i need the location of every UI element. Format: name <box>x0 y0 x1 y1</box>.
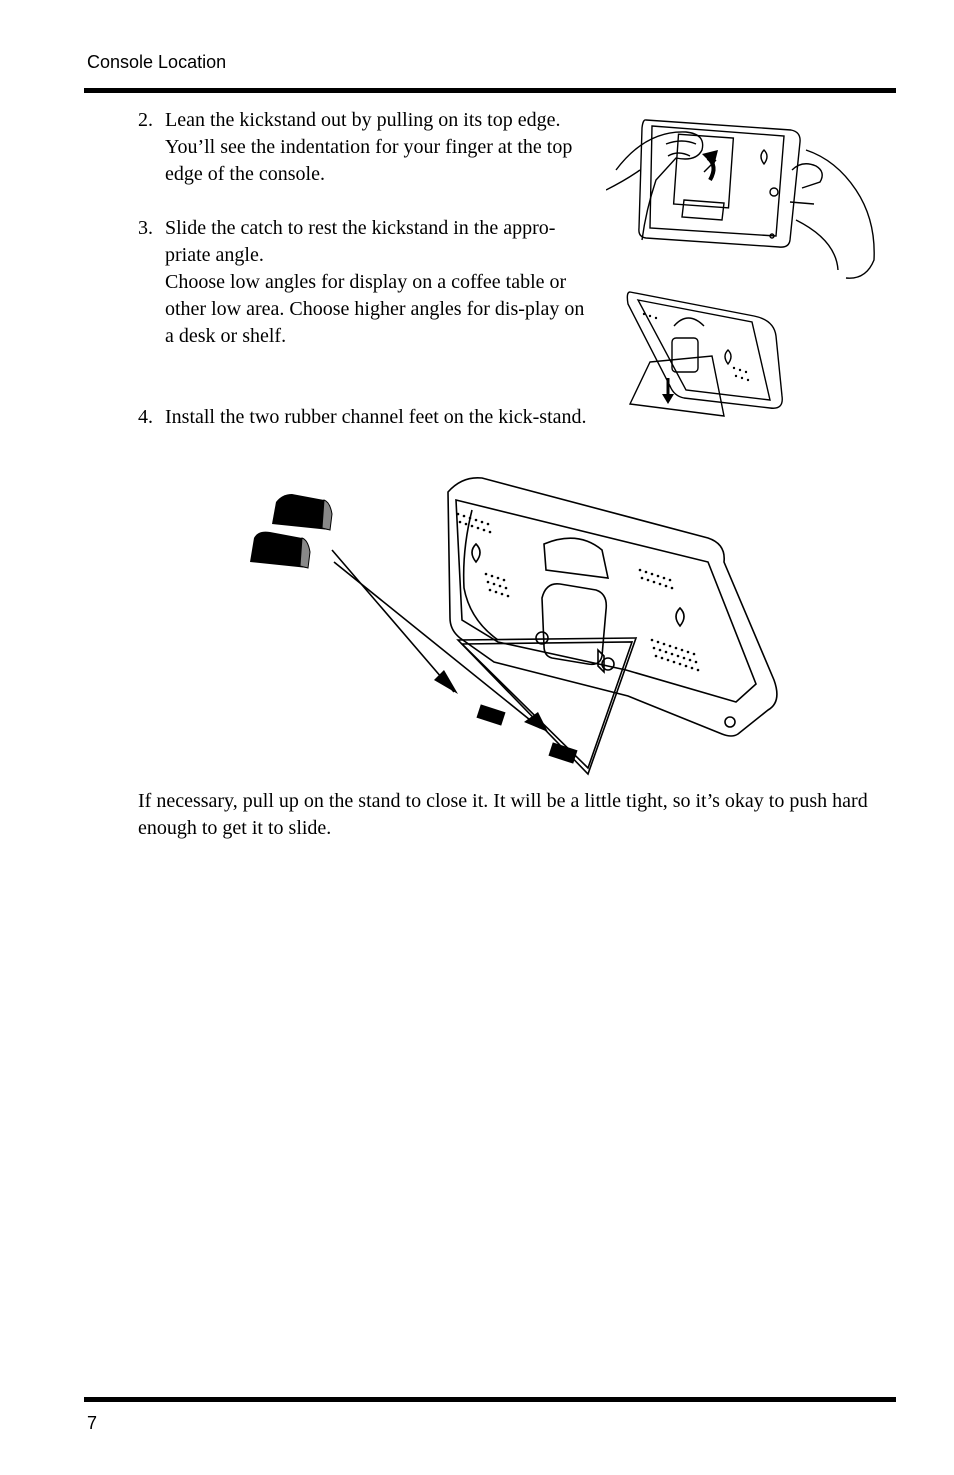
step-2 <box>138 107 588 188</box>
rubber-feet-illustration <box>248 470 788 780</box>
step-number: 4. <box>138 406 153 428</box>
step-instruction: Slide the catch to rest the kickstand in the appro-priate angle. <box>165 217 556 266</box>
kickstand-angle-illustration <box>624 286 794 418</box>
closing-paragraph: If necessary, pull up on the stand to close it. It will be a little tight, so it’s okay to push hard enough to get it to slide. <box>138 790 868 839</box>
step-number: 3. <box>138 217 153 239</box>
page-number: 7 <box>87 1413 98 1433</box>
step-instruction: Install the two rubber channel feet on the kick-stand. <box>165 406 587 428</box>
running-header: Console Location <box>87 52 227 72</box>
step-3 <box>138 215 588 350</box>
footer-rule <box>84 1397 896 1402</box>
rubber-foot-2 <box>250 532 310 568</box>
rubber-foot-1 <box>272 494 332 530</box>
step-instruction: Lean the kickstand out by pulling on its top edge. <box>165 109 561 131</box>
step-4 <box>138 404 588 431</box>
step-detail: Choose low angles for display on a coffee table or other low area. Choose higher angles for dis-play on a desk or shelf. <box>165 271 585 347</box>
step-detail: You’ll see the indentation for your finger at the top edge of the console. <box>165 136 573 185</box>
step-number: 2. <box>138 109 153 131</box>
kickstand-pull-illustration <box>606 110 886 290</box>
header-rule <box>84 88 896 93</box>
